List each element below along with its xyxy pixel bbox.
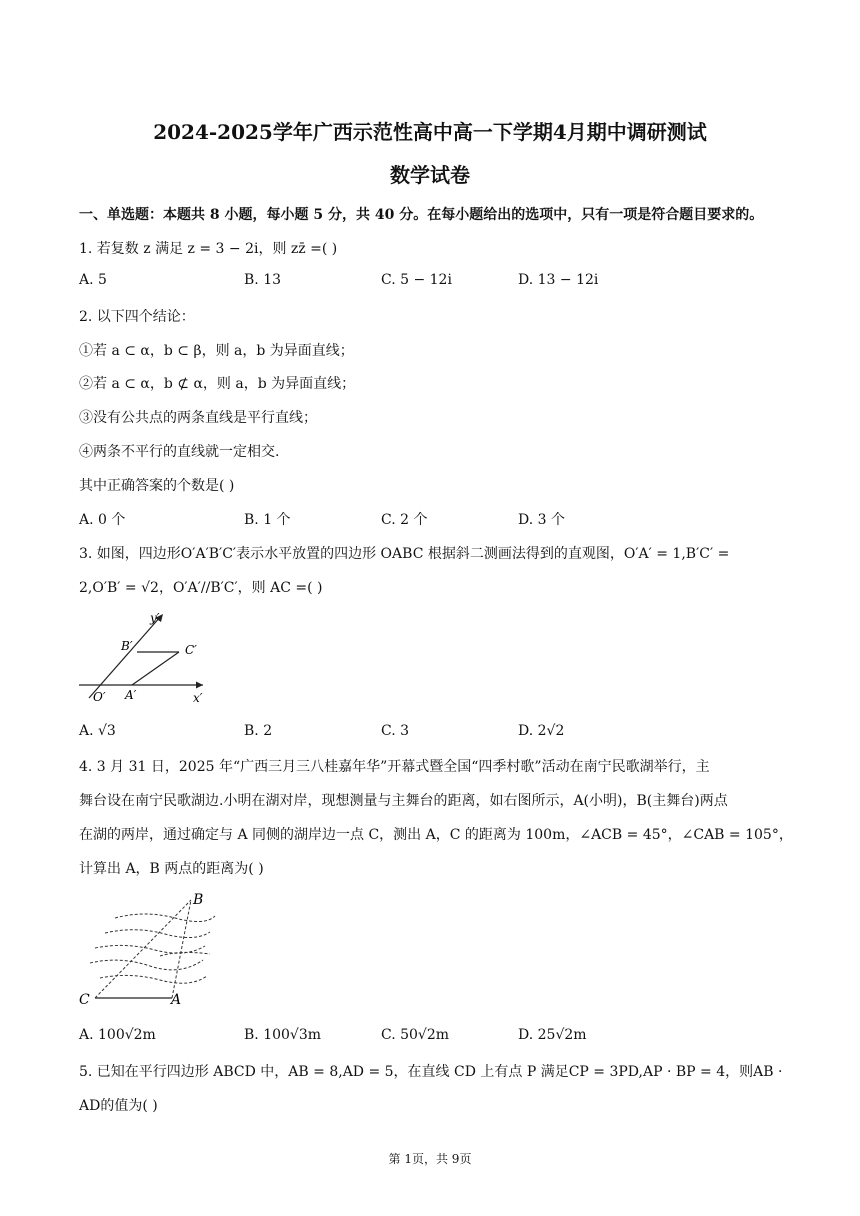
q3-y-axis	[89, 616, 161, 698]
q1-option-b: B. 13	[244, 272, 282, 288]
q2-statement-3: ③没有公共点的两条直线是平行直线；	[79, 410, 317, 426]
q3-label-b: B′	[121, 639, 133, 653]
exam-title: 2024-2025学年广西示范性高中高一下学期4月期中调研测试	[153, 120, 707, 144]
q1-option-a: A. 5	[79, 272, 107, 288]
exam-subtitle: 数学试卷	[390, 163, 470, 187]
q4-option-c: C. 50√2m	[381, 1027, 450, 1043]
q2-option-a: A. 0 个	[79, 512, 126, 528]
q1-option-d: D. 13 − 12i	[518, 272, 599, 288]
q3-stem-line2: 2,O′B′ = √2，O′A′//B′C′，则 AC =( )	[79, 580, 323, 596]
q3-x-arrow	[196, 682, 203, 689]
q2-option-b: B. 1 个	[244, 512, 291, 528]
q2-statement-1: ①若 a ⊂ α，b ⊂ β，则 a，b 为异面直线；	[79, 343, 354, 359]
q3-figure	[75, 608, 215, 708]
q3-label-y: y′	[150, 611, 160, 625]
q5-line2: AD的值为( )	[79, 1098, 158, 1114]
q2-statement-4: ④两条不平行的直线就一定相交.	[79, 444, 280, 460]
q4-figure	[75, 888, 220, 1010]
q3-label-x: x′	[193, 691, 203, 705]
section-heading: 一、单选题：本题共 8 小题，每小题 5 分，共 40 分。在每小题给出的选项中，只有一项是符合题目要求的。	[79, 207, 764, 223]
q3-option-d: D. 2√2	[518, 723, 565, 739]
q2-statement-2: ②若 a ⊂ α，b ⊄ α，则 a，b 为异面直线；	[79, 376, 356, 392]
q4-label-a: A	[171, 992, 182, 1008]
q4-label-b: B	[193, 892, 204, 908]
q2-stem: 2. 以下四个结论：	[79, 309, 195, 325]
q3-option-a: A. √3	[79, 723, 116, 739]
q3-option-b: B. 2	[244, 723, 273, 739]
q4-option-a: A. 100√2m	[79, 1027, 156, 1043]
q4-line4: 计算出 A，B 两点的距离为( )	[79, 861, 264, 877]
q2-option-c: C. 2 个	[381, 512, 428, 528]
q1-option-c: C. 5 − 12i	[381, 272, 452, 288]
q4-line2: 舞台设在南宁民歌湖边.小明在湖对岸，现想测量与主舞台的距离，如右图所示，A(小明)，B(主舞台)两点	[79, 793, 728, 809]
q3-label-a: A′	[125, 688, 137, 702]
page-footer: 第 1页，共 9页	[388, 1152, 472, 1166]
q1-stem: 1. 若复数 z 满足 z = 3 − 2i，则 zz̄ =( )	[79, 241, 338, 257]
q4-line3: 在湖的两岸，通过确定与 A 同侧的湖岸边一点 C，测出 A，C 的距离为 100m，∠ACB = 45°，∠CAB = 105°，	[79, 827, 793, 843]
q4-option-b: B. 100√3m	[244, 1027, 322, 1043]
q3-edge-ac	[132, 652, 179, 685]
q3-stem-line1: 3. 如图，四边形O′A′B′C′表示水平放置的四边形 OABC 根据斜二测画法得到的直观图，O′A′ = 1,B′C′ =	[79, 546, 730, 562]
q2-option-d: D. 3 个	[518, 512, 565, 528]
q2-ask: 其中正确答案的个数是( )	[79, 478, 235, 494]
q3-label-c: C′	[185, 643, 197, 657]
q3-label-o: O′	[93, 690, 106, 704]
q5-line1: 5. 已知在平行四边形 ABCD 中，AB = 8,AD = 5，在直线 CD 上有点 P 满足CP = 3PD,AP · BP = 4，则AB ·	[79, 1064, 783, 1080]
q4-lake-waves	[90, 914, 215, 983]
q4-line1: 4. 3 月 31 日，2025 年“广西三月三八桂嘉年华”开幕式暨全国“四季村歌”活动在南宁民歌湖举行，主	[79, 759, 710, 775]
q4-label-c: C	[79, 992, 90, 1008]
q3-option-c: C. 3	[381, 723, 410, 739]
q4-option-d: D. 25√2m	[518, 1027, 587, 1043]
